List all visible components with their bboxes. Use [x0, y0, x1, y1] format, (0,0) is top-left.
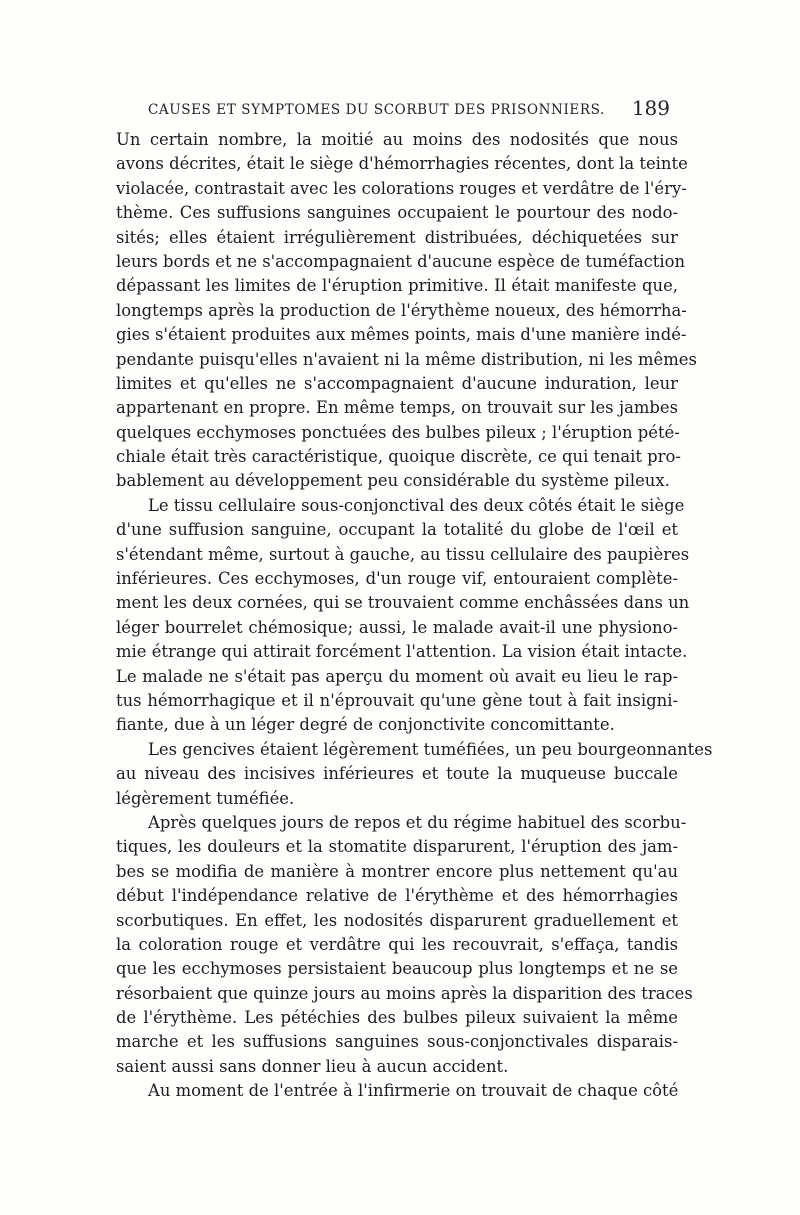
text-line: pendante puisqu'elles n'avaient ni la même distribution, ni les mêmes [116, 349, 697, 369]
text-line: chiale était très caractéristique, quoique discrète, ce qui tenait pro- [116, 447, 681, 467]
text-line: d'une suffusion sanguine, occupant la totalité du globe de l'œil et [116, 520, 678, 540]
text-line: quelques ecchymoses ponctuées des bulbes pileux ; l'éruption pété- [116, 422, 680, 442]
text-line: tus hémorrhagique et il n'éprouvait qu'une gène tout à fait insigni- [116, 690, 678, 710]
text-line: bes se modifia de manière à montrer encore plus nettement qu'au [116, 861, 678, 881]
text-line: Un certain nombre, la moitié au moins des nodosités que nous [116, 130, 678, 149]
text-line: mie étrange qui attirait forcément l'attention. La vision était intacte. [116, 642, 688, 662]
text-line: saient aussi sans donner lieu à aucun accident. [116, 1056, 509, 1076]
text-line: tiques, les douleurs et la stomatite disparurent, l'éruption des jam- [116, 837, 678, 857]
text-line: s'étendant même, surtout à gauche, au tissu cellulaire des paupières [116, 544, 690, 564]
text-line: Le malade ne s'était pas aperçu du moment où avait eu lieu le rap- [116, 666, 678, 686]
text-line: dépassant les limites de l'éruption primitive. Il était manifeste que, [116, 276, 678, 296]
paragraph-start-line: Les gencives étaient légèrement tuméfiées, un peu bourgeonnantes [148, 739, 713, 759]
text-line: sités; elles étaient irrégulièrement distribuées, déchiquetées sur [116, 227, 678, 247]
text-line: marche et les suffusions sanguines sous-conjonctivales disparais- [116, 1032, 678, 1052]
text-line: leurs bords et ne s'accompagnaient d'aucune espèce de tuméfaction [116, 251, 686, 271]
text-line: violacée, contrastait avec les colorations rouges et verdâtre de l'éry- [116, 178, 687, 198]
text-line: avons décrites, était le siège d'hémorrhagies récentes, dont la teinte [116, 154, 688, 174]
text-line: scorbutiques. En effet, les nodosités disparurent graduellement et [116, 910, 678, 930]
text-line: ment les deux cornées, qui se trouvaient comme enchâssées dans un [116, 593, 690, 613]
text-line: résorbaient que quinze jours au moins après la disparition des traces [116, 983, 693, 1003]
text-line: thème. Ces suffusions sanguines occupaient le pourtour des nodo- [116, 203, 678, 223]
text-line: appartenant en propre. En même temps, on trouvait sur les jambes [116, 398, 678, 418]
paragraph-start-line: Le tissu cellulaire sous-conjonctival des deux côtés était le siège [148, 495, 685, 515]
running-header [118, 96, 670, 124]
text-line: au niveau des incisives inférieures et toute la muqueuse buccale [116, 764, 678, 784]
text-line: de l'érythème. Les pétéchies des bulbes pileux suivaient la même [116, 1008, 678, 1028]
text-line: la coloration rouge et verdâtre qui les recouvrait, s'effaça, tandis [116, 934, 678, 954]
body-text [116, 128, 713, 1104]
text-line: longtemps après la production de l'érythème noueux, des hémorrha- [116, 300, 687, 320]
paragraph-start-line: Après quelques jours de repos et du régime habituel des scorbu- [148, 812, 687, 832]
text-line: inférieures. Ces ecchymoses, d'un rouge vif, entouraient complète- [116, 569, 678, 589]
text-line: gies s'étaient produites aux mêmes points, mais d'une manière indé- [116, 325, 687, 345]
running-title: CAUSES ET SYMPTOMES DU SCORBUT DES PRISONNIERS. [148, 102, 605, 118]
text-line: début l'indépendance relative de l'érythème et des hémorrhagies [116, 886, 678, 906]
paragraph-start-line: Au moment de l'entrée à l'infirmerie on trouvait de chaque côté [148, 1081, 679, 1101]
text-line: fiante, due à un léger degré de conjonctivite concomittante. [116, 715, 615, 735]
text-line: légèrement tuméfiée. [116, 788, 295, 808]
page-number: 189 [631, 96, 670, 120]
text-line: que les ecchymoses persistaient beaucoup plus longtemps et ne se [116, 959, 678, 979]
text-line: limites et qu'elles ne s'accompagnaient d'aucune induration, leur [116, 373, 678, 393]
text-line: bablement au développement peu considérable du système pileux. [116, 471, 670, 491]
text-line: léger bourrelet chémosique; aussi, le malade avait-il une physiono- [116, 617, 678, 637]
